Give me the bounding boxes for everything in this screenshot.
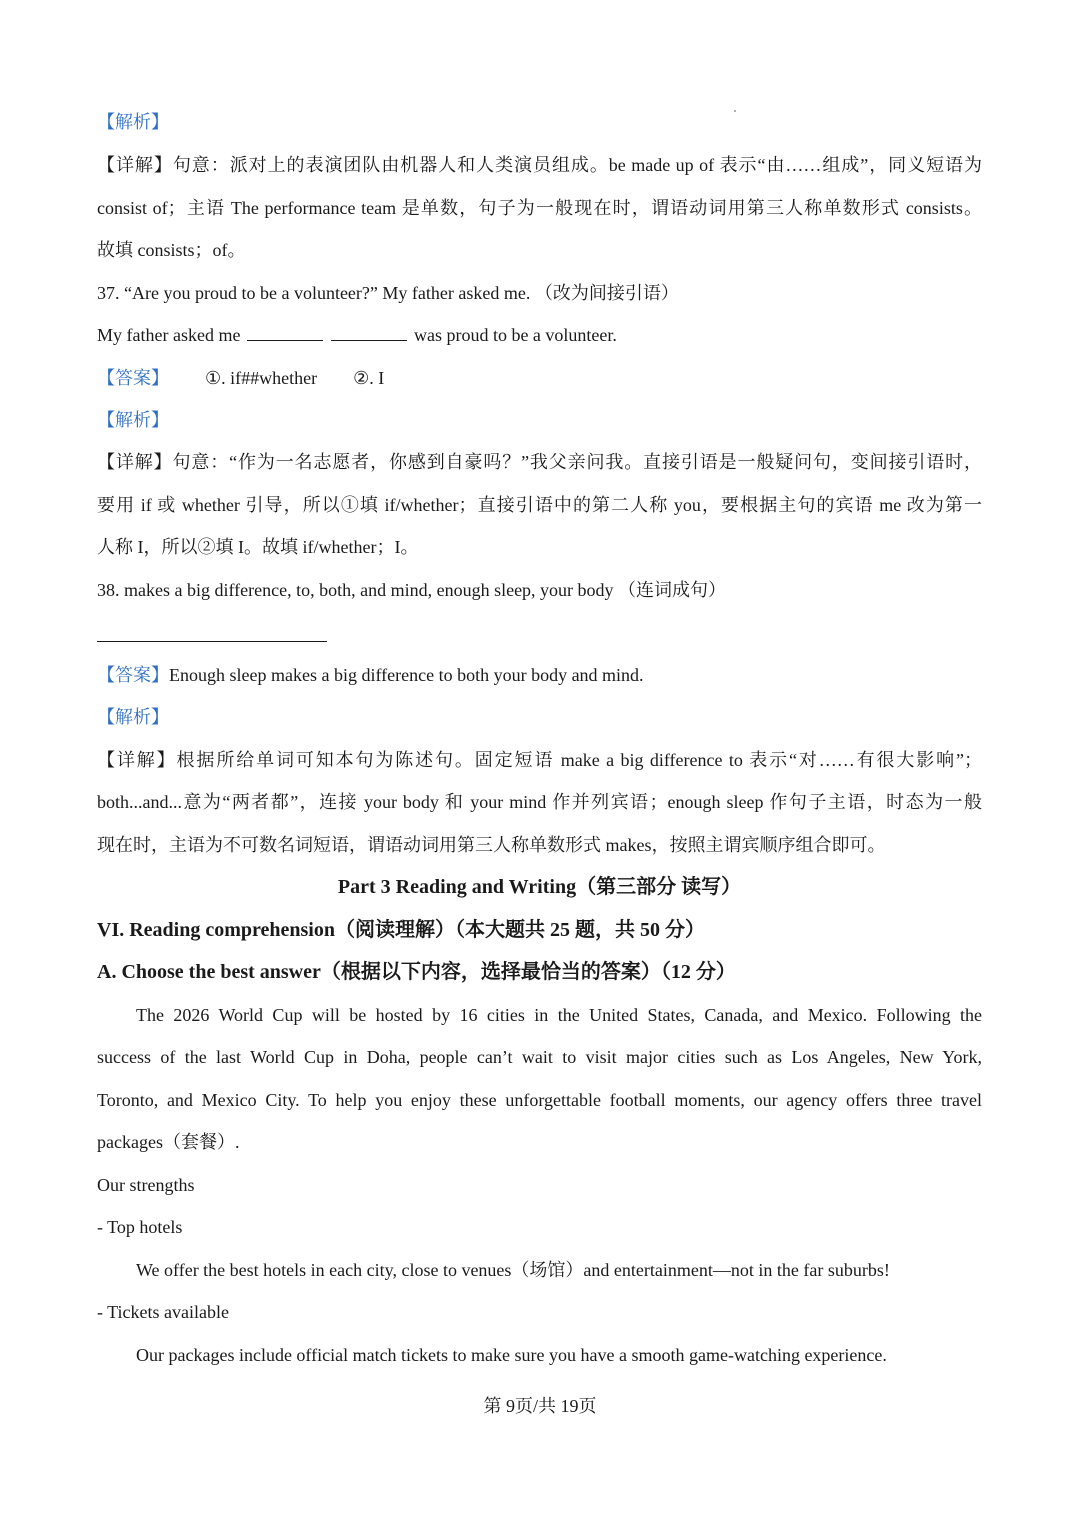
blank-2 — [331, 324, 407, 341]
detail-37-line-2: 要用 if 或 whether 引导，所以①填 if/whether；直接引语中的第二人称 you，要根据主句的宾语 me 改为第一 — [97, 495, 982, 515]
page-footer: 第 9页/共 19页 — [483, 1396, 597, 1416]
item-top-hotels-title: - Top hotels — [97, 1217, 183, 1237]
answer-tag-37: 【答案】 — [97, 368, 169, 388]
question-38: 38. makes a big difference, to, both, and mind, enough sleep, your body （连词成句） — [97, 580, 727, 600]
detail-37-line-1: 【详解】句意：“作为一名志愿者，你感到自豪吗？”我父亲问我。直接引语是一般疑问句，变间接引语时， — [97, 452, 982, 472]
section-vi-heading: VI. Reading comprehension（阅读理解）（本大题共 25 题，共 50 分） — [97, 919, 705, 941]
strengths-heading: Our strengths — [97, 1175, 195, 1195]
analysis-tag-38: 【解析】 — [97, 707, 169, 727]
passage-line-1: The 2026 World Cup will be hosted by 16 cities in the United States, Canada, and Mexico. Following the — [136, 1005, 982, 1025]
passage-line-2: success of the last World Cup in Doha, people can’t wait to visit major cities such as Los Angeles, New York, — [97, 1047, 982, 1067]
question-37: 37. “Are you proud to be a volunteer?” My father asked me. （改为间接引语） — [97, 283, 679, 303]
answer-37: 【答案】 ①. if##whether ②. I — [97, 368, 385, 388]
detail-36-line-1: 【详解】句意：派对上的表演团队由机器人和人类演员组成。be made up of 表示“由……组成”，同义短语为 — [97, 155, 982, 175]
blank-1 — [247, 324, 323, 341]
item-tickets-text: Our packages include official match tickets to make sure you have a smooth game-watching experience. — [136, 1345, 887, 1365]
question-37-prompt: My father asked me was proud to be a volunteer. — [97, 325, 617, 345]
detail-38-line-3: 现在时，主语为不可数名词短语，谓语动词用第三人称单数形式 makes，按照主谓宾顺序组合即可。 — [97, 835, 886, 855]
passage-line-4: packages（套餐）. — [97, 1132, 240, 1152]
detail-36-line-3: 故填 consists；of。 — [97, 240, 246, 260]
detail-37-line-3: 人称 I，所以②填 I。故填 if/whether；I。 — [97, 537, 419, 557]
analysis-tag-37: 【解析】 — [97, 410, 169, 430]
section-a-heading: A. Choose the best answer（根据以下内容，选择最恰当的答案）（12 分） — [97, 961, 736, 983]
part3-heading: Part 3 Reading and Writing（第三部分 读写） — [337, 876, 742, 898]
detail-36-line-2: consist of；主语 The performance team 是单数，句子为一般现在时，谓语动词用第三人称单数形式 consists。 — [97, 198, 982, 218]
passage-line-3: Toronto, and Mexico City. To help you enjoy these unforgettable football moments, our agency offers three travel — [97, 1090, 982, 1110]
answer-line-38 — [97, 641, 327, 642]
answer-tag-38: 【答案】 — [97, 665, 169, 685]
detail-tag-36: 【详解】 — [97, 155, 173, 175]
answer-38: 【答案】Enough sleep makes a big difference to both your body and mind. — [97, 665, 644, 685]
detail-38-line-1: 【详解】根据所给单词可知本句为陈述句。固定短语 make a big difference to 表示“对……有很大影响”； — [97, 750, 983, 770]
detail-38-line-2: both...and...意为“两者都”，连接 your body 和 your mind 作并列宾语；enough sleep 作句子主语，时态为一般 — [97, 792, 982, 812]
detail-tag-37: 【详解】 — [97, 452, 173, 472]
item-top-hotels-text: We offer the best hotels in each city, close to venues（场馆）and entertainment—not in the far suburbs! — [136, 1260, 890, 1280]
item-tickets-title: - Tickets available — [97, 1302, 229, 1322]
detail-tag-38: 【详解】 — [97, 750, 177, 770]
analysis-tag-36: 【解析】 — [97, 112, 169, 132]
